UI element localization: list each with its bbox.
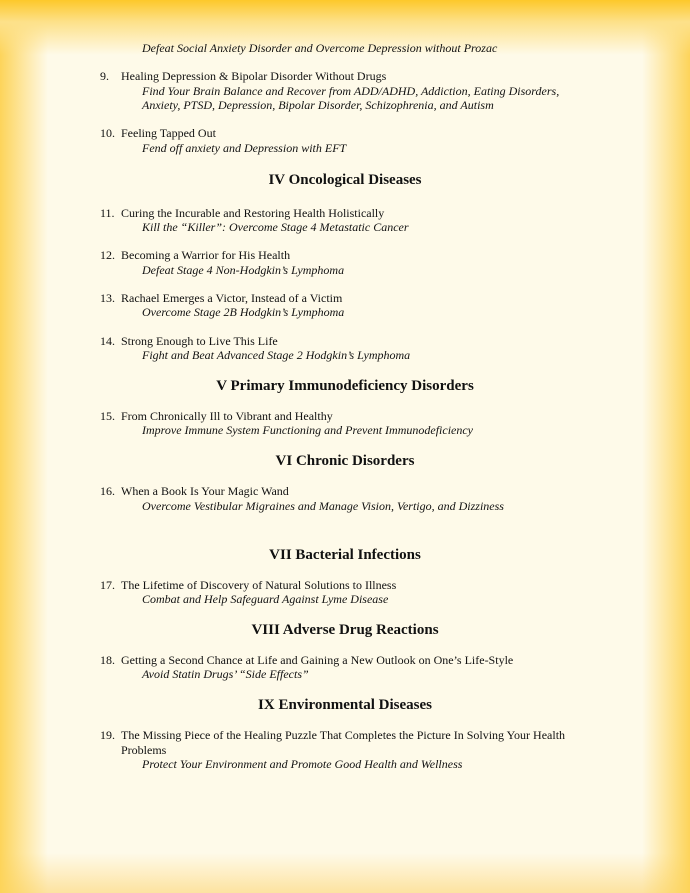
item-subtitle: Anxiety, PTSD, Depression, Bipolar Disorder, Schizophrenia, and Autism [142,98,494,112]
item-title: Feeling Tapped Out [121,126,216,140]
item-subtitle: Find Your Brain Balance and Recover from ADD/ADHD, Addiction, Eating Disorders, [142,84,560,98]
item-number: 17. [100,578,115,592]
section-heading: V Primary Immunodeficiency Disorders [216,378,474,394]
item-subtitle: Defeat Stage 4 Non-Hodgkin’s Lymphoma [142,263,345,277]
item-title: Becoming a Warrior for His Health [121,248,291,262]
section-heading: VI Chronic Disorders [275,453,415,469]
section-heading: IV Oncological Diseases [268,172,422,188]
item-subtitle: Avoid Statin Drugs’ “Side Effects” [142,667,309,681]
item-subtitle: Overcome Vestibular Migraines and Manage Vision, Vertigo, and Dizziness [142,499,504,513]
item-number: 14. [100,334,115,348]
item-subtitle: Fend off anxiety and Depression with EFT [142,141,347,155]
item-number: 13. [100,291,115,305]
top-subtitle: Defeat Social Anxiety Disorder and Overcome Depression without Prozac [142,41,498,55]
item-number: 12. [100,248,115,262]
section-heading: VII Bacterial Infections [269,547,421,563]
item-title: Rachael Emerges a Victor, Instead of a Victim [121,291,343,305]
item-subtitle: Protect Your Environment and Promote Good Health and Wellness [142,757,463,771]
item-number: 9. [100,69,109,83]
item-subtitle: Improve Immune System Functioning and Prevent Immunodeficiency [142,423,474,437]
item-title: When a Book Is Your Magic Wand [121,484,289,498]
item-number: 15. [100,409,115,423]
section-heading: IX Environmental Diseases [258,697,432,713]
item-title: Healing Depression & Bipolar Disorder Without Drugs [121,69,387,83]
item-number: 18. [100,653,115,667]
item-subtitle: Kill the “Killer”: Overcome Stage 4 Metastatic Cancer [142,220,409,234]
item-subtitle: Fight and Beat Advanced Stage 2 Hodgkin’s Lymphoma [142,348,411,362]
item-title: Getting a Second Chance at Life and Gaining a New Outlook on One’s Life-Style [121,653,514,667]
section-heading: VIII Adverse Drug Reactions [251,622,439,638]
item-number: 10. [100,126,115,140]
item-number: 16. [100,484,115,498]
item-title: The Lifetime of Discovery of Natural Solutions to Illness [121,578,397,592]
item-subtitle: Combat and Help Safeguard Against Lyme Disease [142,592,389,606]
item-subtitle: Overcome Stage 2B Hodgkin’s Lymphoma [142,305,345,319]
item-title: Curing the Incurable and Restoring Health Holistically [121,206,385,220]
item-number: 19. [100,728,115,742]
item-title: The Missing Piece of the Healing Puzzle That Completes the Picture In Solving Your Health Problems [121,728,566,757]
item-title: From Chronically Ill to Vibrant and Healthy [121,409,333,423]
item-number: 11. [100,206,115,220]
item-title: Strong Enough to Live This Life [121,334,278,348]
